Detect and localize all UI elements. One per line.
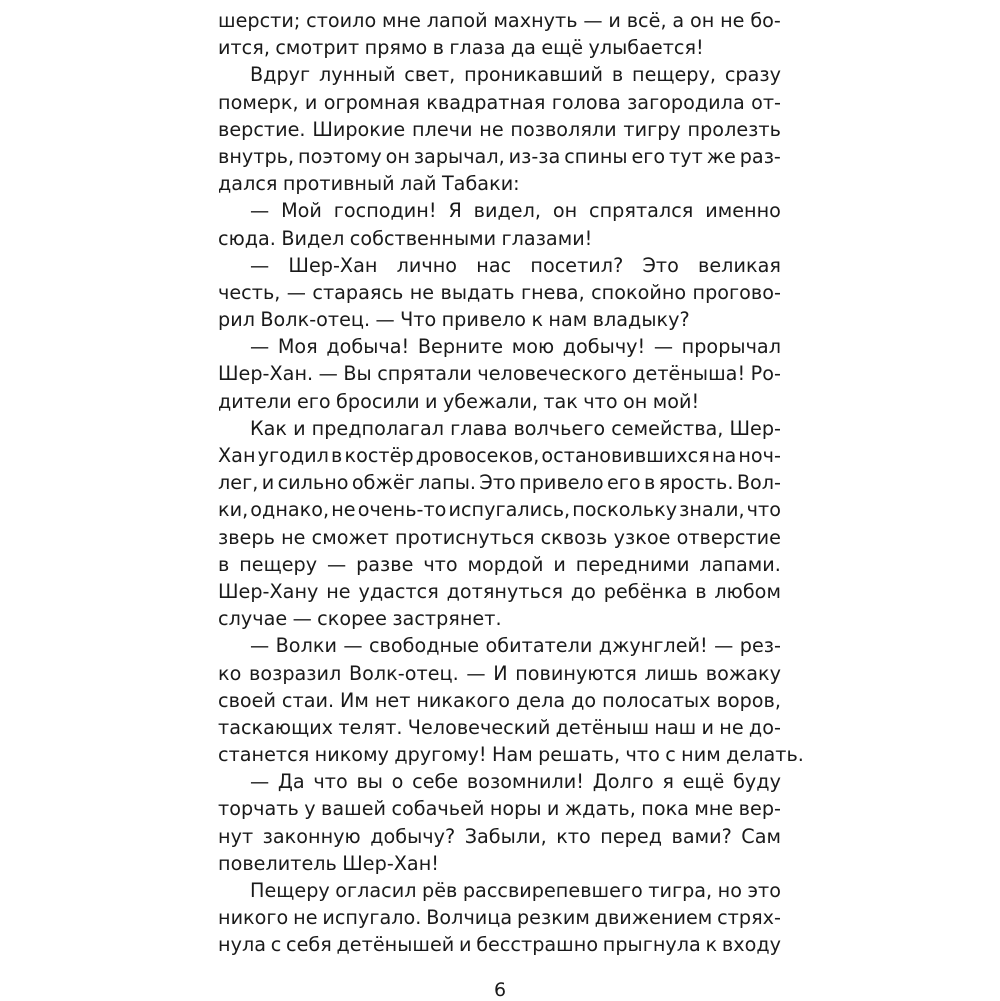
text-line: шерсти; стоило мне лапой махнуть — и всё, а он не бо-	[218, 9, 781, 32]
text-line: в пещеру — разве что мордой и передними лапами.	[218, 552, 781, 576]
text-line: случае — скорее застрянет.	[218, 607, 502, 631]
text-line: ится, смотрит прямо в глаза да ещё улыбается!	[218, 36, 704, 60]
text-line: нула с себя детёнышей и бесстрашно прыгнула к входу	[218, 933, 781, 957]
text-line: Пещеру огласил рёв рассвирепевшего тигра, но это	[250, 879, 781, 902]
text-line: своей стаи. Им нет никакого дела до полосатых воров,	[218, 688, 781, 712]
text-line: Шер-Хан. — Вы спрятали человеческого детёныша! Ро-	[218, 362, 781, 386]
text-line: внутрь, поэтому он зарычал, из-за спины его тут же раз-	[218, 144, 781, 168]
text-line: Шер-Хану не удастся дотянуться до ребёнка в любом	[218, 579, 781, 603]
text-line: Хан угодил в костёр дровосеков, остановившихся на ноч-	[218, 444, 781, 467]
text-line: сюда. Видел собственными глазами!	[218, 226, 593, 250]
text-line: торчать у вашей собачьей норы и ждать, пока мне вер-	[218, 797, 781, 821]
text-line: Вдруг лунный свет, проникавший в пещеру, сразу	[250, 63, 781, 87]
text-line: нут законную добычу? Забыли, кто перед вами? Сам	[218, 824, 781, 848]
text-line: — Волки — свободные обитатели джунглей! — рез-	[250, 634, 781, 658]
page-text	[218, 7, 804, 959]
text-line: дался противный лай Табаки:	[218, 172, 520, 196]
text-line: рил Волк-отец. — Что привело к нам владыку?	[218, 308, 690, 332]
text-line: ки, однако, не очень-то испугались, поскольку знали, что	[218, 498, 781, 522]
text-line: никого не испугало. Волчица резким движением стрях-	[218, 906, 781, 930]
text-line: дители его бросили и убежали, так что он мой!	[218, 389, 700, 413]
text-line: — Да что вы о себе возомнили! Долго я ещё буду	[250, 770, 781, 794]
page-number: 6	[493, 979, 507, 1001]
text-line: померк, и огромная квадратная голова загородила от-	[218, 90, 781, 114]
text-line: ко возразил Волк-отец. — И повинуются лишь вожаку	[218, 661, 781, 685]
text-line: верстие. Широкие плечи не позволяли тигру пролезть	[218, 117, 781, 141]
text-line: — Шер-Хан лично нас посетил? Это великая	[250, 253, 781, 277]
text-line: Как и предполагал глава волчьего семейства, Шер-	[250, 416, 781, 440]
text-line: зверь не сможет протиснуться сквозь узкое отверстие	[218, 525, 781, 549]
text-line: лег, и сильно обжёг лапы. Это привело его в ярость. Вол-	[218, 471, 781, 495]
text-line: станется никому другому! Нам решать, что с ним делать.	[218, 743, 804, 767]
text-line: повелитель Шер-Хан!	[218, 851, 439, 875]
text-line: честь, — стараясь не выдать гнева, спокойно прогово-	[218, 280, 781, 304]
text-line: — Мой господин! Я видел, он спрятался именно	[250, 199, 781, 223]
text-line: — Моя добыча! Верните мою добычу! — прорычал	[250, 335, 781, 359]
text-line: таскающих телят. Человеческий детёныш наш и не до-	[218, 715, 781, 739]
